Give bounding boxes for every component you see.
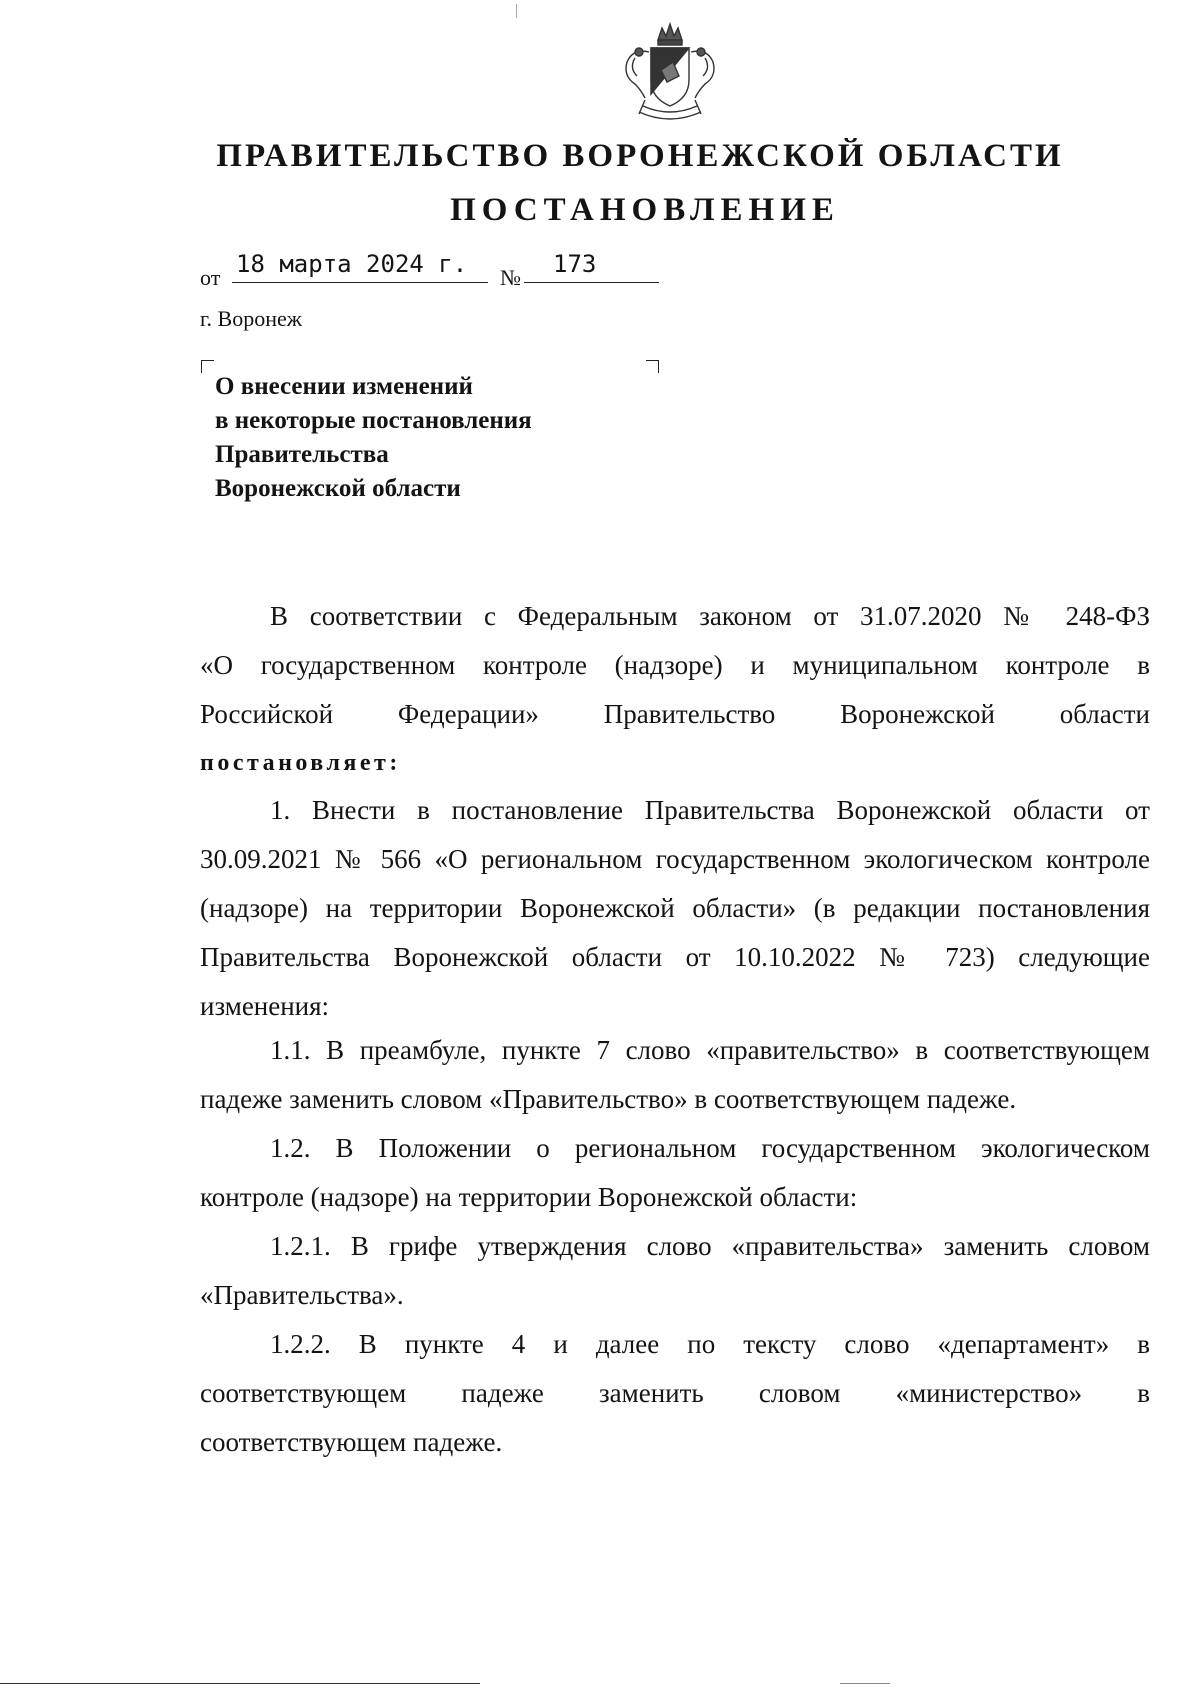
paragraph-item-1-2 [200,1124,1150,1222]
subject-line: Правительства [215,441,389,468]
subject-line: в некоторые постановления [215,407,532,434]
text-line: соответствующем падеже заменить словом «министерство» в [200,1378,1150,1408]
subject-corner-right [646,360,659,373]
date-label: от [200,265,221,290]
text-line: падеже заменить словом «Правительство» в соответствующем падеже. [200,1084,1017,1114]
text-line: Правительства Воронежской области от 10.10.2022 № 723) следующие [200,942,1150,972]
city: г. Воронеж [200,306,302,331]
paragraph-item-1-2-1 [200,1222,1150,1320]
text-line: Российской Федерации» Правительство Воронежской области [200,699,1150,729]
text-line: 1.2.2. В пункте 4 и далее по тексту слово «департамент» в [270,1329,1150,1359]
text-line: «Правительства». [200,1280,404,1310]
scan-mark [516,4,517,18]
paragraph-item-1-1 [200,1026,1150,1124]
text-line: 1.1. В преамбуле, пункте 7 слово «правительство» в соответствующем [270,1035,1150,1065]
number-underline [524,282,659,283]
number-label: № [500,265,521,290]
subject-line: О внесении изменений [215,373,473,400]
document-number: 173 [553,250,597,278]
text-line: контроле (надзоре) на территории Воронежской области: [200,1182,858,1212]
text-line: 1.2. В Положении о региональном государственном экологическом [270,1133,1150,1163]
text-line: изменения: [200,991,330,1021]
text-line: (надзоре) на территории Воронежской области» (в редакции постановления [200,893,1150,923]
government-title: ПРАВИТЕЛЬСТВО ВОРОНЕЖСКОЙ ОБЛАСТИ [216,138,1064,174]
paragraph-item-1 [200,786,1150,1031]
document-subject [215,370,532,506]
coat-of-arms-icon [615,18,725,126]
document-date: 18 марта 2024 г. [236,250,468,278]
text-line: В соответствии с Федеральным законом от 31.07.2020 № 248-ФЗ [270,601,1150,631]
paragraph-item-1-2-2 [200,1320,1150,1467]
date-underline [232,282,488,283]
scan-edge-line [0,1683,480,1684]
document-type: ПОСТАНОВЛЕНИЕ [450,192,840,228]
text-line: 1. Внести в постановление Правительства Воронежской области от [270,795,1150,825]
text-line: «О государственном контроле (надзоре) и муниципальном контроле в [200,650,1150,680]
resolves-word: постановляет: [200,750,401,776]
subject-corner-left [201,360,214,373]
paragraph-preamble [200,592,1150,788]
subject-line: Воронежской области [215,475,461,502]
text-line: 1.2.1. В грифе утверждения слово «правительства» заменить словом [270,1231,1150,1261]
text-line: 30.09.2021 № 566 «О региональном государственном экологическом контроле [200,844,1150,874]
text-line: соответствующем падеже. [200,1427,503,1457]
scan-edge-line [840,1683,890,1684]
